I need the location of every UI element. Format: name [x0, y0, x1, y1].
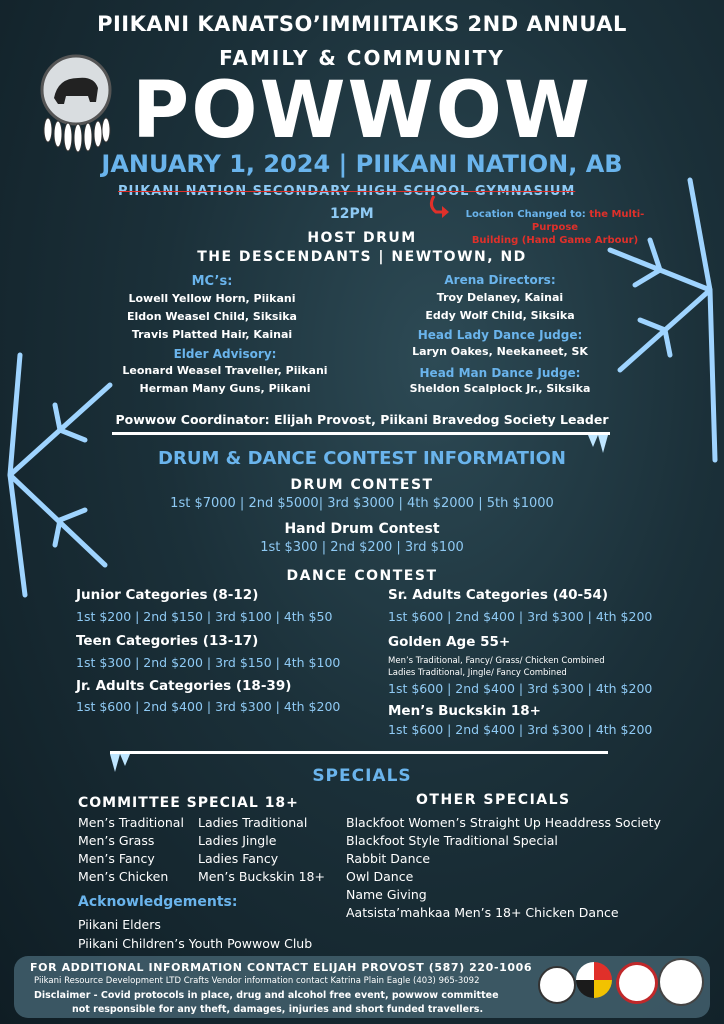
specials-title: SPECIALS [312, 766, 412, 786]
mcs-label: MC’s: [191, 274, 233, 289]
junior-prizes: 1st $200 | 2nd $150 | 3rd $100 | 4th $50 [76, 609, 333, 624]
sponsor-logo-4-icon [658, 958, 704, 1006]
divider-bottom [110, 751, 608, 754]
other-special-item: Rabbit Dance [346, 851, 431, 866]
venue-struck: PIIKANI NATION SECONDARY HIGH SCHOOL GYMNASIUM [118, 184, 576, 199]
footer-contact: FOR ADDITIONAL INFORMATION CONTACT ELIJAH PROVOST (587) 220-1006 [30, 961, 533, 974]
golden-note-2: Ladies Traditional, Jingle/ Fancy Combined [388, 668, 567, 678]
junior-label: Junior Categories (8-12) [76, 587, 259, 603]
contest-section-title: DRUM & DANCE CONTEST INFORMATION [158, 448, 566, 469]
sponsor-logo-1-icon [538, 966, 576, 1004]
arena-name: Eddy Wolf Child, Siksika [425, 309, 575, 322]
page-title: POWWOW [132, 66, 592, 156]
arena-label: Arena Directors: [444, 273, 556, 287]
hand-drum-prizes: 1st $300 | 2nd $200 | 3rd $100 [260, 540, 464, 555]
man-judge-label: Head Man Dance Judge: [419, 366, 581, 380]
footer-disclaimer-1: Disclaimer - Covid protocols in place, drug and alcohol free event, powwow committee [34, 990, 499, 1001]
jr-adult-prizes: 1st $600 | 2nd $400 | 3rd $300 | 4th $200 [76, 699, 341, 714]
mc-name: Eldon Weasel Child, Siksika [126, 310, 297, 323]
elder-name: Herman Many Guns, Piikani [139, 382, 311, 395]
sr-adult-prizes: 1st $600 | 2nd $400 | 3rd $300 | 4th $200 [388, 609, 653, 624]
acknowledgements-title: Acknowledgements: [78, 894, 238, 910]
host-drum-name: THE DESCENDANTS | NEWTOWN, ND [197, 249, 527, 265]
other-special-item: Blackfoot Women’s Straight Up Headdress Society [346, 815, 661, 830]
other-special-item: Blackfoot Style Traditional Special [346, 833, 558, 848]
acknowledgements-list [78, 915, 312, 953]
committee-item: Men’s Traditional [78, 815, 184, 830]
other-special-item: Owl Dance [346, 869, 414, 884]
teen-label: Teen Categories (13-17) [76, 633, 259, 649]
mc-name: Lowell Yellow Horn, Piikani [128, 292, 296, 305]
footer-vendor: Piikani Resource Development LTD Crafts Vendor information contact Katrina Plain Eagle (403) 965-3092 [34, 976, 480, 986]
host-drum-label: HOST DRUM [307, 230, 417, 246]
jr-adult-label: Jr. Adults Categories (18-39) [76, 678, 292, 694]
sr-adult-label: Sr. Adults Categories (40-54) [388, 587, 609, 603]
sponsor-logo-2-icon [576, 962, 612, 998]
committee-item: Men’s Fancy [78, 851, 155, 866]
drum-contest-prizes: 1st $7000 | 2nd $5000| 3rd $3000 | 4th $2000 | 5th $1000 [170, 496, 554, 511]
other-special-item: Name Giving [346, 887, 427, 902]
committee-item: Ladies Jingle [198, 833, 277, 848]
committee-right-list [198, 814, 325, 886]
other-specials-title: OTHER SPECIALS [416, 792, 571, 808]
teen-prizes: 1st $300 | 2nd $200 | 3rd $150 | 4th $100 [76, 655, 341, 670]
elder-label: Elder Advisory: [173, 347, 277, 361]
hand-drum-title: Hand Drum Contest [284, 521, 440, 537]
elders-list [110, 362, 340, 398]
committee-item: Men’s Chicken [78, 869, 169, 884]
golden-prizes: 1st $600 | 2nd $400 | 3rd $300 | 4th $200 [388, 681, 653, 696]
committee-item: Ladies Fancy [198, 851, 279, 866]
snowflake-left-icon [0, 345, 120, 605]
committee-item: Ladies Traditional [198, 815, 308, 830]
icicle [588, 435, 598, 447]
buckskin-label: Men’s Buckskin 18+ [388, 703, 541, 719]
golden-note-1: Men’s Traditional, Fancy/ Grass/ Chicken Combined [388, 656, 605, 666]
date-line: JANUARY 1, 2024 | PIIKANI NATION, AB [101, 150, 623, 178]
golden-label: Golden Age 55+ [388, 634, 511, 650]
mc-name: Travis Platted Hair, Kainai [131, 328, 293, 341]
committee-item: Men’s Buckskin 18+ [198, 869, 325, 884]
header-line2: FAMILY & COMMUNITY [219, 46, 505, 70]
other-special-item: Aatsista’mahkaa Men’s 18+ Chicken Dance [346, 905, 619, 920]
committee-left-list [78, 814, 184, 886]
footer-disclaimer-2: not responsible for any theft, damages, injuries and short funded travellers. [72, 1004, 484, 1015]
committee-item: Men’s Grass [78, 833, 155, 848]
elder-name: Leonard Weasel Traveller, Piikani [122, 364, 328, 377]
drum-contest-title: DRUM CONTEST [290, 477, 434, 493]
mcs-list [110, 290, 314, 344]
sponsor-logo-3-icon [616, 962, 658, 1004]
lady-judge-label: Head Lady Dance Judge: [417, 328, 583, 342]
man-judge-name: Sheldon Scalplock Jr., Siksika [409, 382, 591, 395]
acknowledgement-item: Piikani Elders [78, 917, 161, 932]
divider-top [112, 432, 610, 435]
location-change-label: Location Changed to: [465, 209, 586, 220]
arena-list [415, 289, 585, 325]
location-change-building: Building (Hand Game Arbour) [471, 235, 639, 246]
other-specials-list [346, 814, 661, 922]
committee-title: COMMITTEE SPECIAL 18+ [78, 795, 299, 811]
curved-arrow-icon [426, 194, 452, 220]
arena-name: Troy Delaney, Kainai [436, 291, 564, 304]
start-time: 12PM [330, 206, 374, 222]
acknowledgement-item: Piikani Children’s Youth Powwow Club [78, 936, 313, 951]
location-change-place: the Multi-Purpose [531, 209, 645, 233]
header-line1: PIIKANI KANATSO’IMMIITAIKS 2ND ANNUAL [97, 12, 627, 36]
buckskin-prizes: 1st $600 | 2nd $400 | 3rd $300 | 4th $200 [388, 722, 653, 737]
dance-contest-title: DANCE CONTEST [286, 568, 438, 584]
lady-judge-name: Laryn Oakes, Neekaneet, SK [412, 345, 588, 358]
icicle [120, 754, 130, 766]
coordinator: Powwow Coordinator: Elijah Provost, Piikani Bravedog Society Leader [115, 412, 609, 427]
